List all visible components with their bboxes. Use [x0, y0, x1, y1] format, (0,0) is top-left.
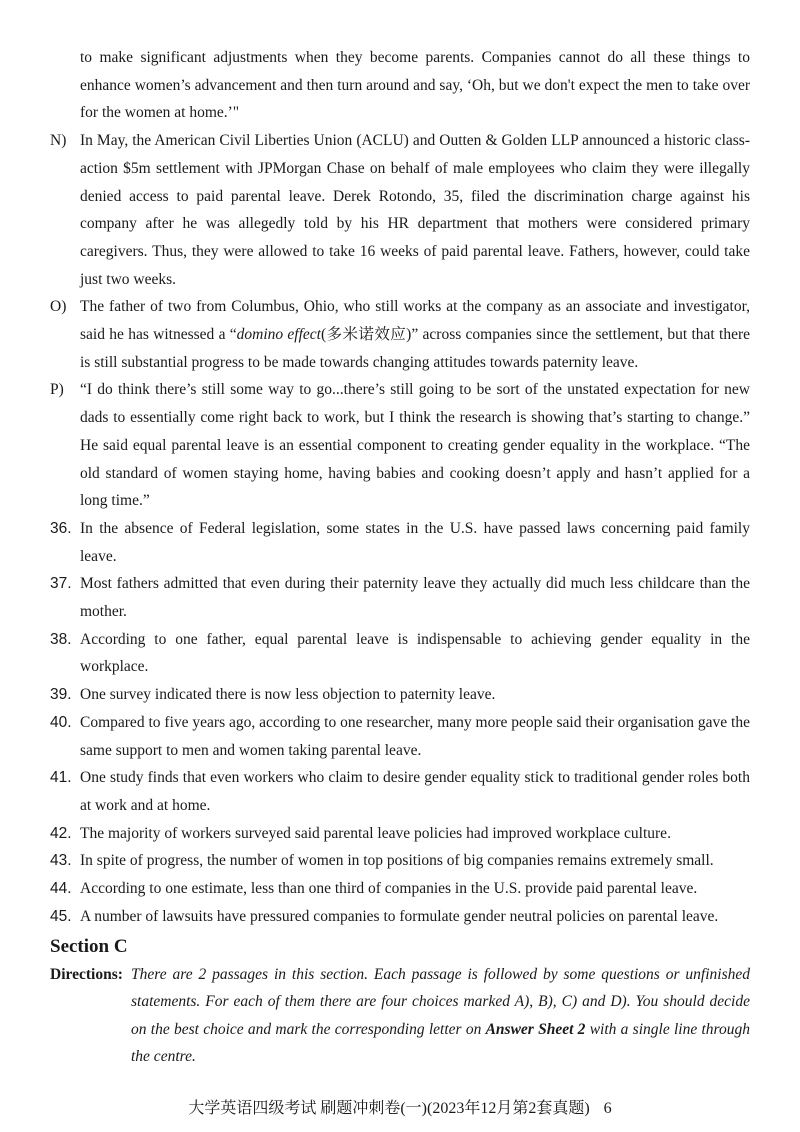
directions-text: with a single line through the centre. [131, 1020, 750, 1065]
question-text: A number of lawsuits have pressured companies to formulate gender neutral policies on parental leave. [80, 907, 719, 925]
question-item [50, 681, 750, 709]
question-number: 42. [50, 824, 72, 842]
question-text: Most fathers admitted that even during their paternity leave they actually did much less childcare than the mother. [80, 575, 750, 621]
paragraph-m-continuation [50, 44, 750, 127]
question-number: 39. [50, 686, 72, 704]
directions [50, 961, 750, 1071]
question-text: One study finds that even workers who claim to desire gender equality stick to traditional gender roles both at work and at home. [80, 769, 750, 814]
question-text: The majority of workers surveyed said parental leave policies had improved workplace culture. [80, 824, 671, 842]
question-number: 45. [50, 907, 72, 925]
directions-text: There are 2 passages in this section. Each passage is followed by some questions or unfinished statements. For each of them there are four choices marked A), B), C) and D). You should decide on the best choice and mark the corresponding letter on [131, 965, 750, 1038]
paragraph-text: In May, the American Civil Liberties Union (ACLU) and Outten & Golden LLP announced a historic class-action $5m settlement with JPMorgan Chase on behalf of male employees who claim they were illegally denied access to paid parental leave. Derek Rotondo, 35, filed the discrimination charge against his company after he was allegedly told by his HR department that mothers were considered primary caregivers. Thus, they were allowed to take 16 weeks of paid parental leave. Fathers, however, could take just two weeks. [80, 132, 750, 288]
page-number: 6 [603, 1100, 612, 1117]
question-item [50, 515, 750, 570]
directions-label: Directions: [50, 965, 123, 983]
paragraph-o [50, 293, 750, 376]
question-text: In the absence of Federal legislation, some states in the U.S. have passed laws concerning paid family leave. [80, 519, 750, 565]
question-number: 38. [50, 630, 72, 648]
footer-title: 大学英语四级考试 刷题冲刺卷(一)(2023年12月第2套真题) [188, 1100, 590, 1117]
paragraph-label: N) [50, 132, 67, 150]
question-item [50, 820, 750, 848]
paragraph-n [50, 127, 750, 293]
paragraph-label: O) [50, 298, 67, 316]
paragraph-text: “I do think there’s still some way to go...there’s still going to be sort of the unstated expectation for new dads to essentially come right back to work, but I think the research is showing that’s starting to change.” He said equal parental leave is an essential component to creating gender equality in the workplace. “The old standard of women staying home, having babies and cooking doesn’t apply and hasn’t applied for a long time.” [80, 381, 750, 510]
paragraph-text: ” across companies since the settlement, but that there is still substantial progress to be made towards changing attitudes towards paternity leave. [80, 326, 750, 371]
question-number: 41. [50, 769, 72, 787]
chinese-gloss: (多米诺效应) [320, 326, 412, 344]
page-footer [0, 1095, 800, 1118]
question-list [50, 515, 750, 931]
question-text: One survey indicated there is now less objection to paternity leave. [80, 686, 496, 704]
question-text: Compared to five years ago, according to one researcher, many more people said their organisation gave the same support to men and women taking parental leave. [80, 713, 750, 759]
italic-term: domino effect [236, 326, 321, 344]
question-item [50, 764, 750, 819]
question-number: 44. [50, 880, 72, 898]
question-item [50, 709, 750, 764]
paragraph-p [50, 376, 750, 515]
question-item [50, 903, 750, 931]
question-item [50, 626, 750, 681]
paragraph-label: P) [50, 381, 64, 399]
question-text: In spite of progress, the number of women in top positions of big companies remains extremely small. [80, 852, 714, 870]
question-text: According to one father, equal parental leave is indispensable to achieving gender equality in the workplace. [80, 630, 750, 676]
question-number: 43. [50, 852, 72, 870]
question-item [50, 570, 750, 625]
answer-sheet-label: Answer Sheet 2 [485, 1020, 586, 1038]
section-title: Section C [50, 935, 128, 957]
paragraph-text: to make significant adjustments when they become parents. Companies cannot do all these things to enhance women’s advancement and then turn around and say, ‘Oh, but we don't expect the men to take over for the women at home.’" [80, 49, 750, 122]
question-number: 37. [50, 575, 72, 593]
question-number: 36. [50, 519, 72, 537]
question-item [50, 847, 750, 875]
question-item [50, 875, 750, 903]
question-text: According to one estimate, less than one third of companies in the U.S. provide paid parental leave. [80, 880, 698, 898]
question-number: 40. [50, 713, 72, 731]
paragraph-text: The father of two from Columbus, Ohio, who still works at the company as an associate and investigator, said he has witnessed a “ [80, 298, 750, 344]
